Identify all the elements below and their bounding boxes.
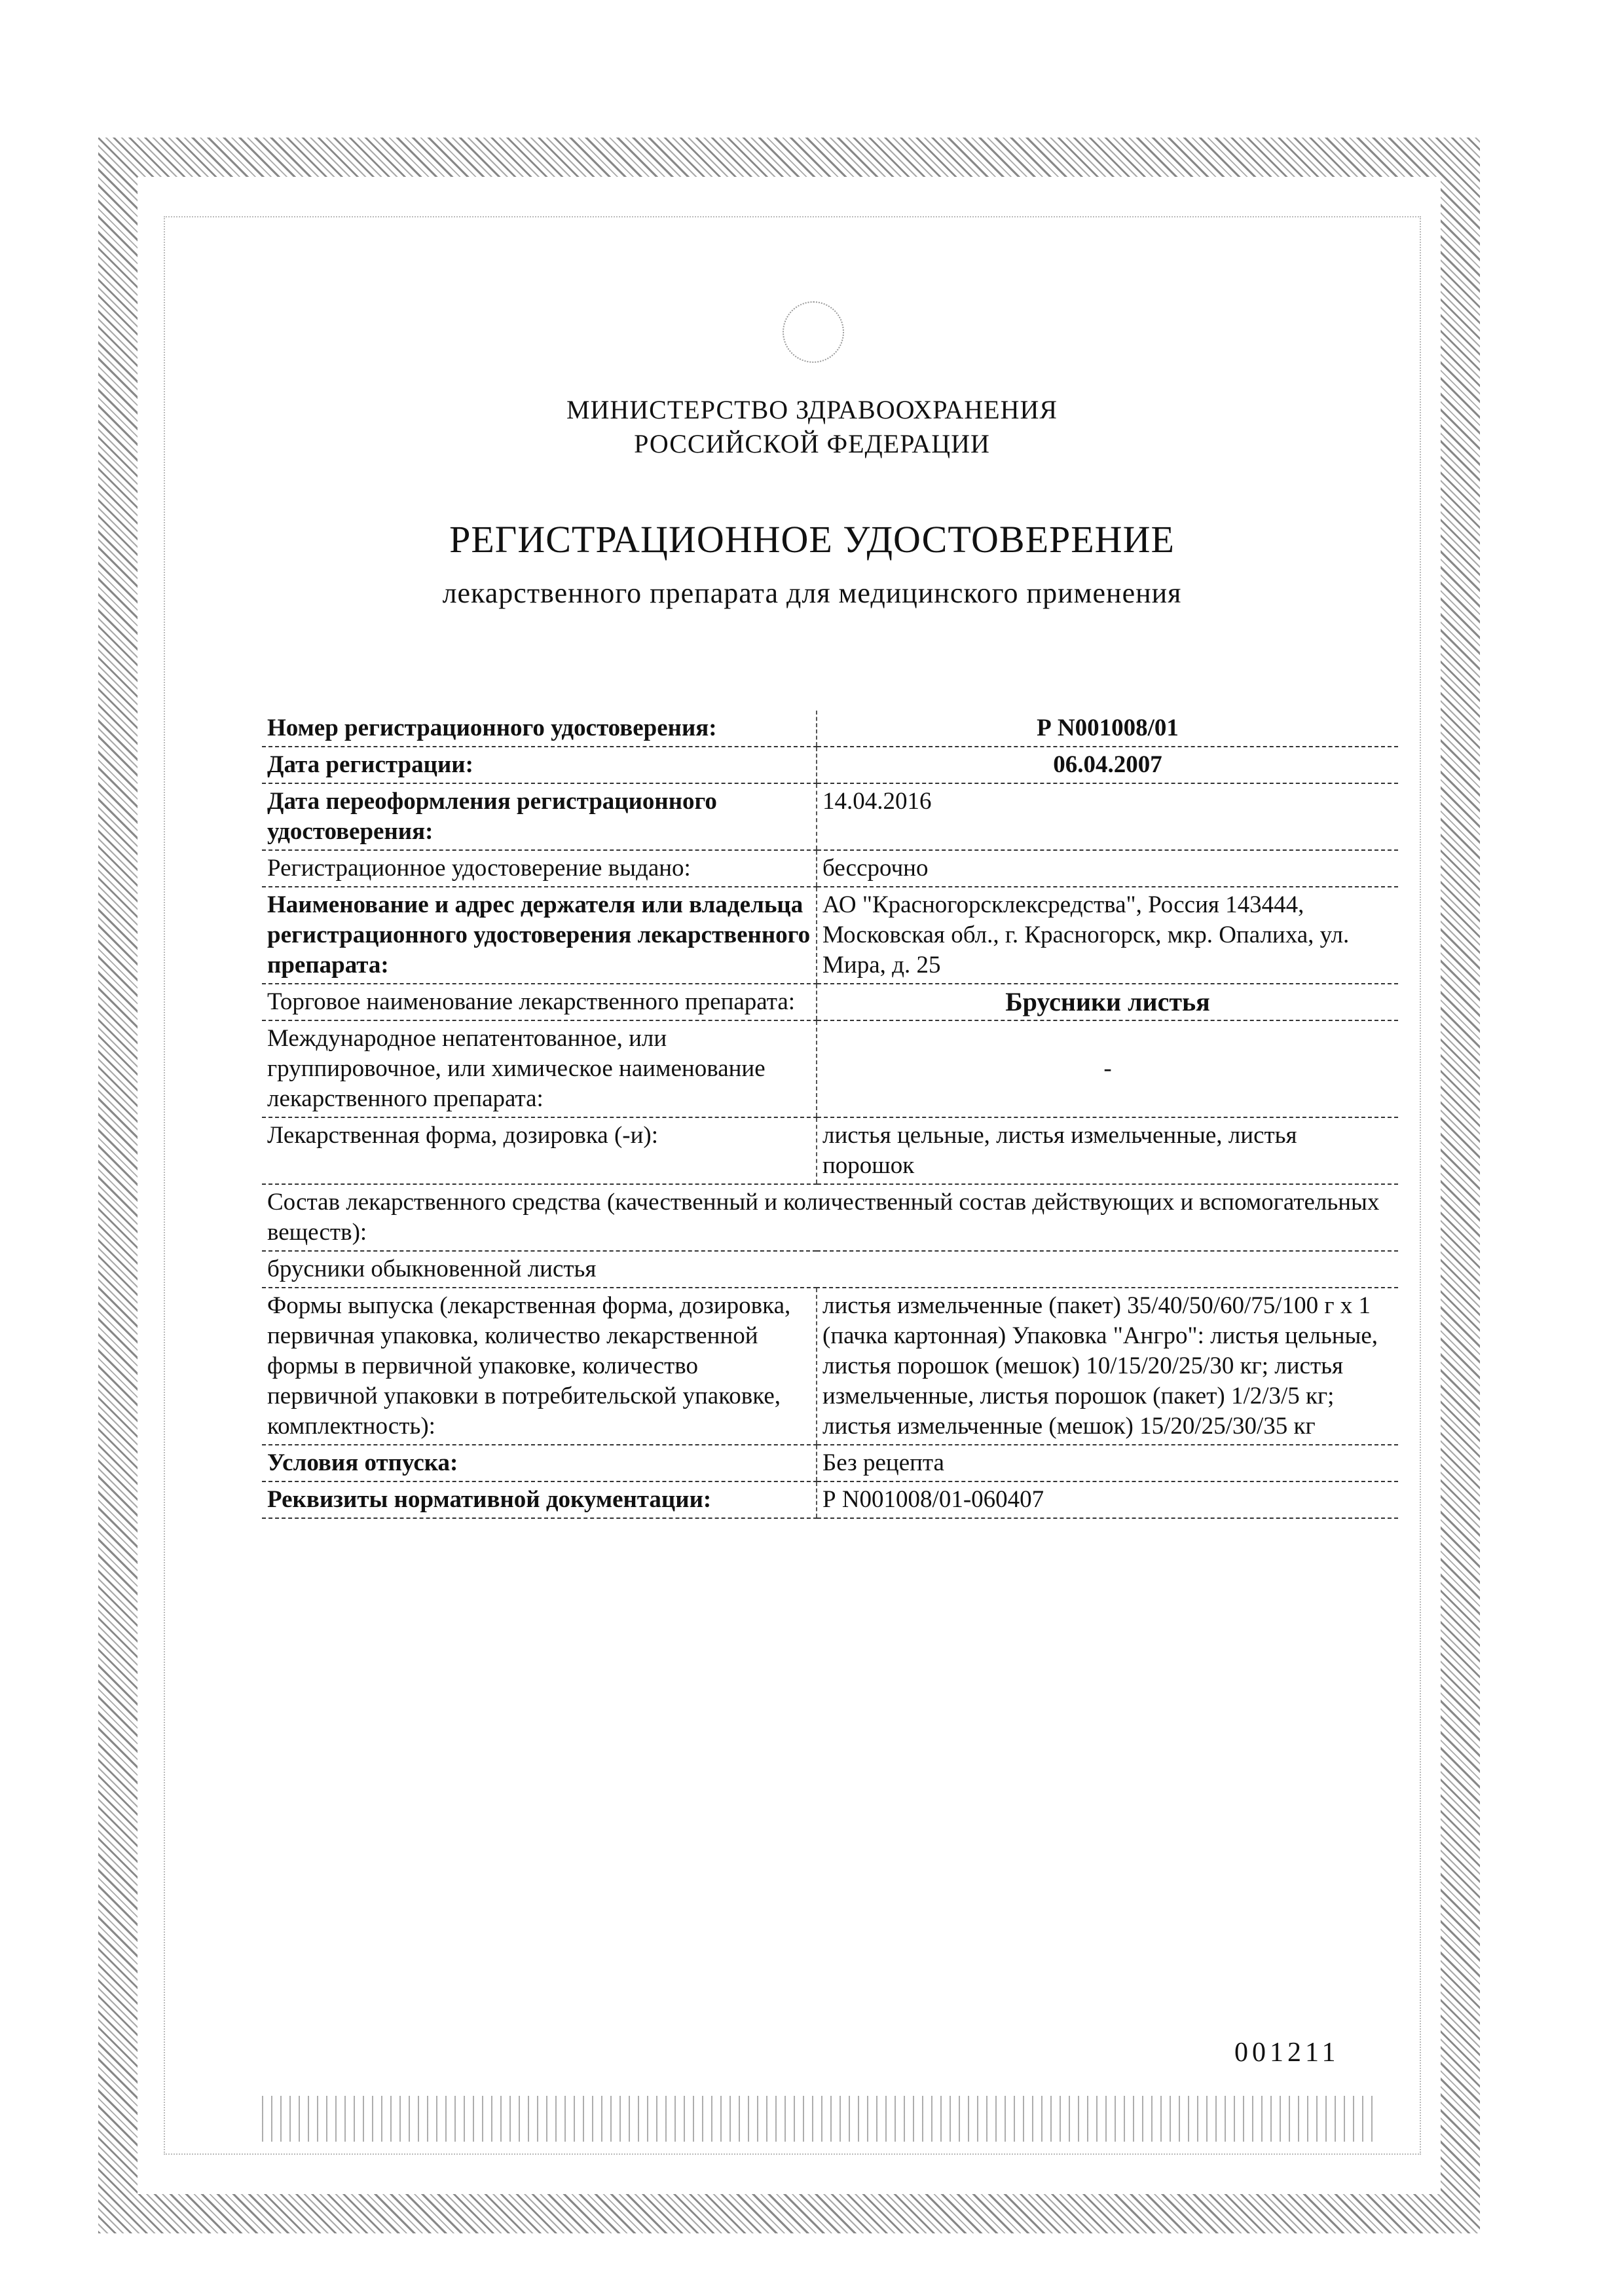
value: - (817, 1020, 1398, 1117)
row-composition-label (262, 1184, 1398, 1251)
bottom-ornament (262, 2096, 1375, 2142)
label: Дата переоформления регистрационного удостоверения: (262, 783, 817, 850)
row-reissue-date (262, 783, 1398, 850)
label: Международное непатентованное, или группировочное, или химическое наименование лекарственного препарата: (262, 1020, 817, 1117)
ministry-line1: МИНИСТЕРСТВО ЗДРАВООХРАНЕНИЯ (566, 395, 1058, 424)
emblem-icon (783, 301, 844, 363)
row-release-forms (262, 1288, 1398, 1445)
value: листья цельные, листья измельченные, листья порошок (817, 1117, 1398, 1184)
value: Без рецепта (817, 1445, 1398, 1481)
row-dispensing (262, 1445, 1398, 1481)
label: Номер регистрационного удостоверения: (262, 711, 817, 747)
value: Р N001008/01 (817, 711, 1398, 747)
value: 14.04.2016 (817, 783, 1398, 850)
value: бессрочно (817, 850, 1398, 887)
value: 06.04.2007 (817, 747, 1398, 783)
document-subtitle: лекарственного препарата для медицинского применения (442, 577, 1182, 609)
label: Формы выпуска (лекарственная форма, дозировка, первичная упаковка, количество лекарственной формы в первичной упаковке, количество первичной упаковки в потребительской упаковке, комплектность): (262, 1288, 817, 1445)
row-holder (262, 887, 1398, 984)
row-validity (262, 850, 1398, 887)
row-composition-value (262, 1251, 1398, 1288)
label: Состав лекарственного средства (качественный и количественный состав действующих и вспомогательных веществ): (262, 1184, 1398, 1251)
label: Реквизиты нормативной документации: (262, 1481, 817, 1518)
form-number: 001211 (1234, 2038, 1340, 2068)
row-reg-number (262, 711, 1398, 747)
label: Дата регистрации: (262, 747, 817, 783)
label: Лекарственная форма, дозировка (-и): (262, 1117, 817, 1184)
document-title: РЕГИСТРАЦИОННОЕ УДОСТОВЕРЕНИЕ (449, 518, 1175, 561)
label: Торговое наименование лекарственного препарата: (262, 984, 817, 1020)
ministry-name (0, 393, 1624, 461)
row-dosage-form (262, 1117, 1398, 1184)
row-inn (262, 1020, 1398, 1117)
label: Наименование и адрес держателя или владельца регистрационного удостоверения лекарственного препарата: (262, 887, 817, 984)
label: Регистрационное удостоверение выдано: (262, 850, 817, 887)
value: Брусники листья (817, 984, 1398, 1020)
certificate-table (262, 711, 1398, 1519)
row-normative-doc (262, 1481, 1398, 1518)
value: Р N001008/01-060407 (817, 1481, 1398, 1518)
value: АО "Красногорсклексредства", Россия 143444, Московская обл., г. Красногорск, мкр. Опалиха, ул. Мира, д. 25 (817, 887, 1398, 984)
row-trade-name (262, 984, 1398, 1020)
row-reg-date (262, 747, 1398, 783)
ministry-line2: РОССИЙСКОЙ ФЕДЕРАЦИИ (634, 429, 990, 458)
label: Условия отпуска: (262, 1445, 817, 1481)
value: листья измельченные (пакет) 35/40/50/60/75/100 г х 1 (пачка картонная) Упаковка "Ангро": листья цельные, листья порошок (мешок) 10/15/20/25/30 кг; листья измельченные, листья порошок (пакет) 1/2/3/5 кг; листья измельченные (мешок) 15/20/25/30/35 кг (817, 1288, 1398, 1445)
value: брусники обыкновенной листья (262, 1251, 1398, 1288)
